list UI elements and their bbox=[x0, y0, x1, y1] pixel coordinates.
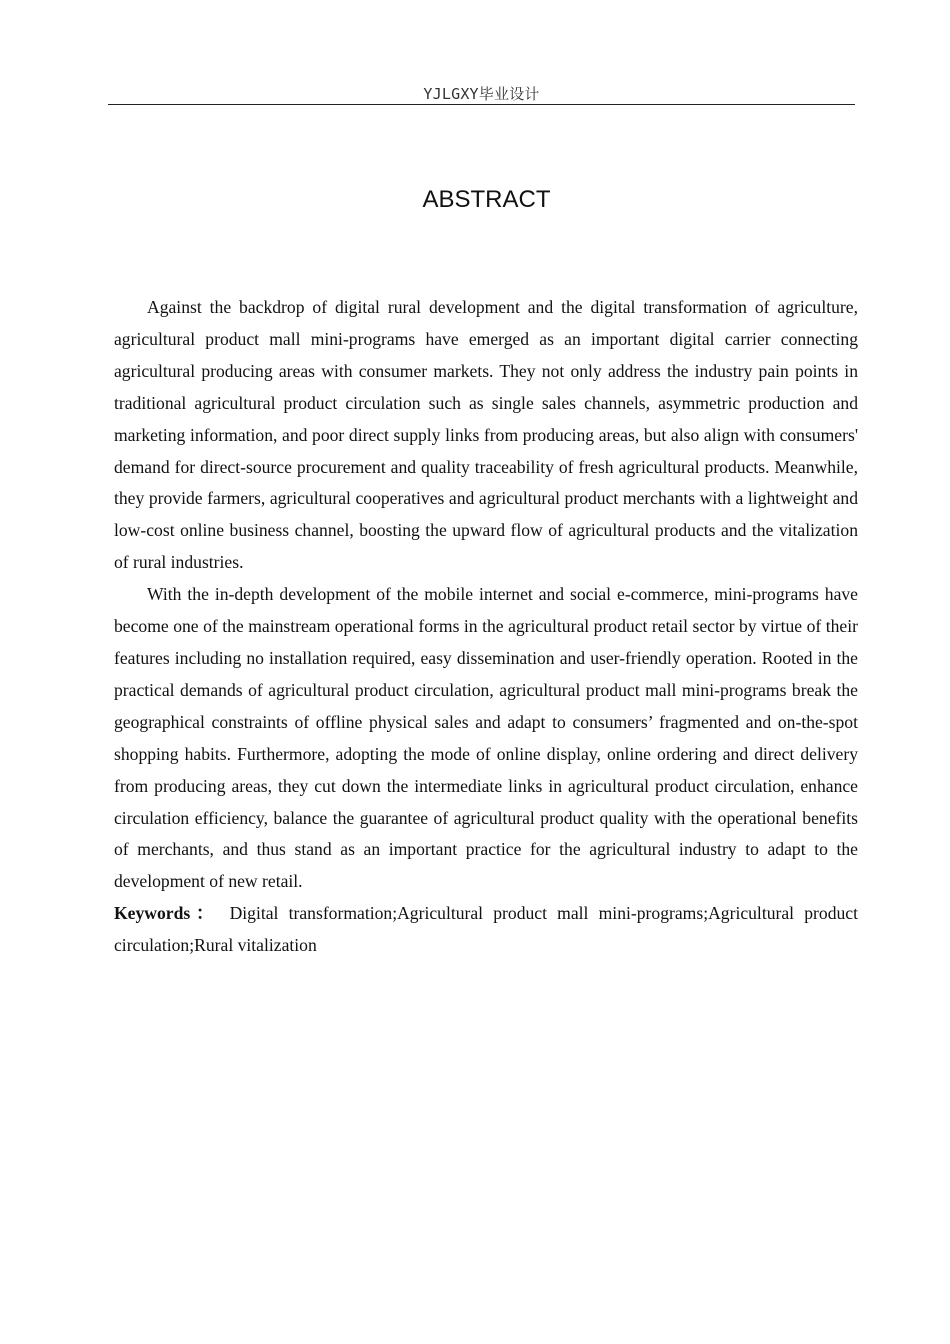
keywords-line bbox=[114, 898, 858, 962]
abstract-title: ABSTRACT bbox=[422, 186, 551, 213]
abstract-paragraph-1: Against the backdrop of digital rural development and the digital transformation of agriculture, agricultural product mall mini-programs have emerged as an important digital carrier connecting agricultural producing areas with consumer markets. They not only address the industry pain points in traditional agricultural product circulation such as single sales channels, asymmetric production and marketing information, and poor direct supply links from producing areas, but also align with consumers' demand for direct-source procurement and quality traceability of fresh agricultural products. Meanwhile, they provide farmers, agricultural cooperatives and agricultural product merchants with a lightweight and low-cost online business channel, boosting the upward flow of agricultural products and the vitalization of rural industries. bbox=[114, 297, 858, 573]
running-header: YJLGXY毕业设计 bbox=[423, 85, 540, 103]
keywords-text: Digital transformation;Agricultural product mall mini-programs;Agricultural product circulation;Rural vitalization bbox=[114, 903, 858, 956]
abstract-body bbox=[114, 292, 858, 962]
header-rule bbox=[108, 104, 855, 105]
abstract-paragraph-2: With the in-depth development of the mobile internet and social e-commerce, mini-programs have become one of the mainstream operational forms in the agricultural product retail sector by virtue of their features including no installation required, easy dissemination and user-friendly operation. Rooted in the practical demands of agricultural product circulation, agricultural product mall mini-programs break the geographical constraints of offline physical sales and adapt to consumers’ fragmented and on-the-spot shopping habits. Furthermore, adopting the mode of online display, online ordering and direct delivery from producing areas, they cut down the intermediate links in agricultural product circulation, enhance circulation efficiency, balance the guarantee of agricultural product quality with the operational benefits of merchants, and thus stand as an important practice for the agricultural industry to adapt to the development of new retail. bbox=[114, 584, 858, 892]
keywords-label: Keywords： bbox=[114, 903, 220, 924]
